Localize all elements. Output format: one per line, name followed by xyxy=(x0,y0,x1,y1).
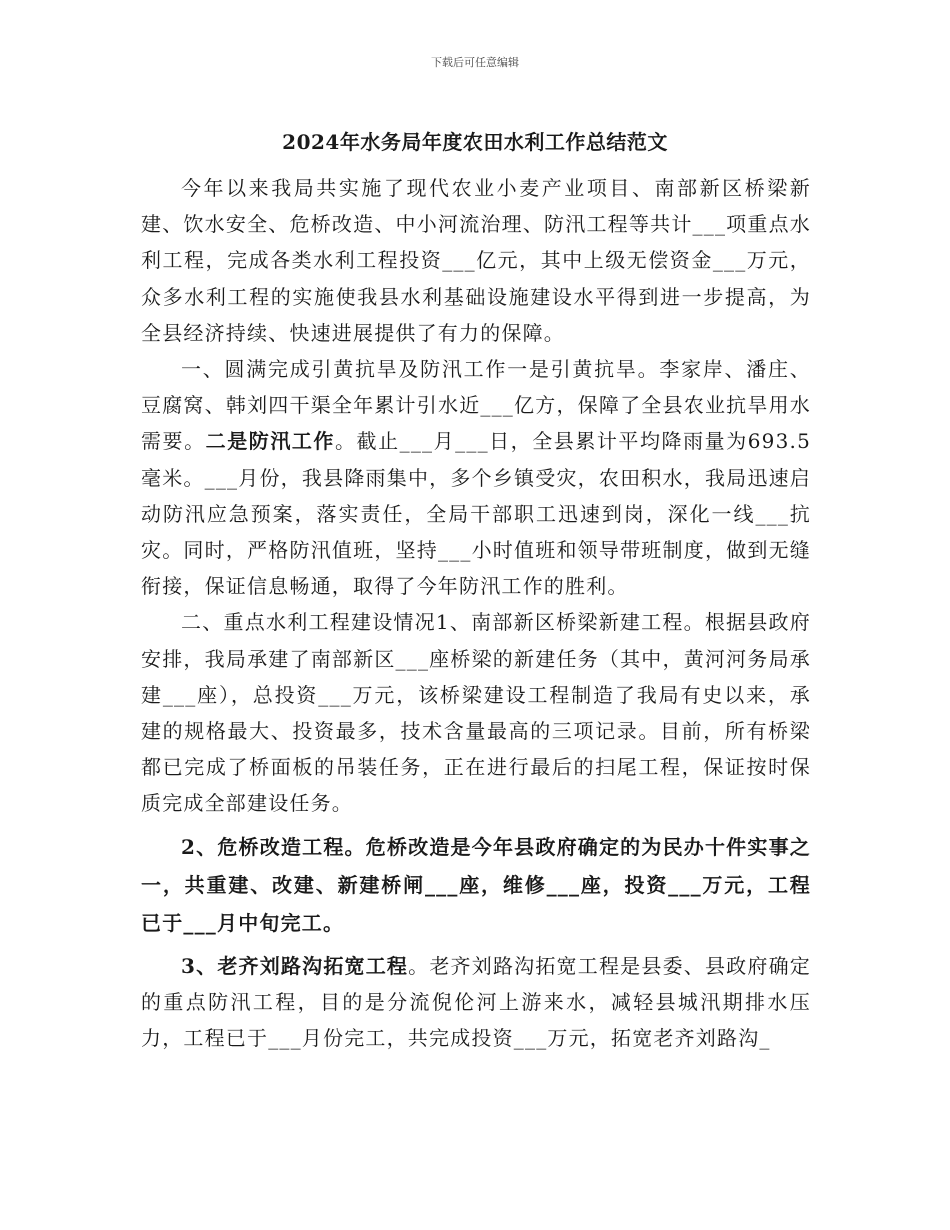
paragraph-key-projects: 二、重点水利工程建设情况1、南部新区桥梁新建工程。根据县政府安排，我局承建了南部新区___座桥梁的新建任务（其中，黄河河务局承建___座），总投资___万元，该桥梁建设工程制造了我局有史以来，承建的规格最大、投资最多，技术含量最高的三项记录。目前，所有桥梁都已完成了桥面板的吊装任务，正在进行最后的扫尾工程，保证按时保质完成全部建设任务。 xyxy=(141,610,811,816)
paragraph-bridge-renovation: 2、危桥改造工程。危桥改造是今年县政府确定的为民办十件实事之一，共重建、改建、新建桥闸___座，维修___座，投资___万元，工程已于___月中旬完工。 xyxy=(141,834,811,935)
paragraph-drought-flood-end: 。截止___月___日，全县累计平均降雨量为693.5毫米。___月份，我县降雨集中，多个乡镇受灾，农田积水，我局迅速启动防汛应急预案，落实责任，全局干部职工迅速到岗，深化一线___抗灾。同时，严格防汛值班，坚持___小时值班和领导带班制度，做到无缝衔接，保证信息畅通，取得了今年防汛工作的胜利。 xyxy=(141,429,812,599)
paragraph-intro: 今年以来我局共实施了现代农业小麦产业项目、南部新区桥梁新建、饮水安全、危桥改造、中小河流治理、防汛工程等共计___项重点水利工程，完成各类水利工程投资___亿元，其中上级无偿资金___万元，众多水利工程的实施使我县水利基础设施建设水平得到进一步提高，为全县经济持续、快速进展提供了有力的保障。 xyxy=(141,176,811,345)
ditch-widening-heading: 3、老齐刘路沟拓宽工程 xyxy=(181,953,409,978)
paragraph-ditch-widening-text: 。老齐刘路沟拓宽工程是县委、县政府确定的重点防汛工程，目的是分流倪伦河上游来水，减轻县城汛期排水压力，工程已于___月份完工，共完成投资___万元，拓宽老齐刘路沟_ xyxy=(141,953,811,1051)
header-note: 下载后可任意编辑 xyxy=(431,56,519,69)
paragraph-drought-flood-start: 一、圆满完成引黄抗旱及防汛工作一是引黄抗旱。李家岸、潘庄、豆腐窝、韩刘四干渠全年累计引水近___亿方，保障了全县农业抗旱用水需要。 xyxy=(141,357,811,454)
paragraph-ditch-widening xyxy=(141,948,811,1057)
document-body xyxy=(141,170,811,1056)
paragraph-drought-flood xyxy=(141,351,811,604)
page-title: 2024年水务局年度农田水利工作总结范文 xyxy=(282,130,668,154)
flood-control-heading: 二是防汛工作 xyxy=(205,429,335,454)
